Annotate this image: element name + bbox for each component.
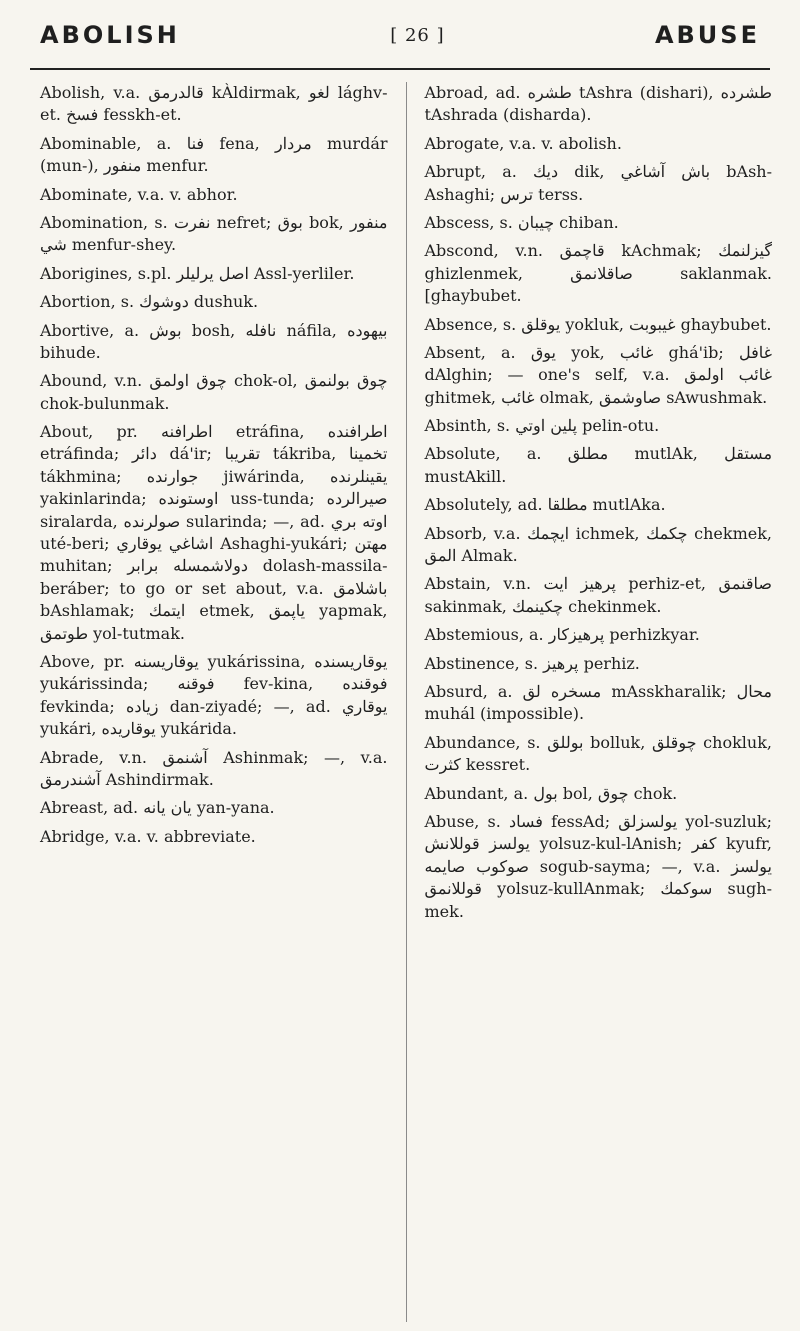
- entry-text: Abundance, s. بوللق bolluk, چوقلق chokluk, كثرت kessret.: [424, 732, 772, 775]
- entry: [425, 811, 773, 923]
- entry: [425, 653, 773, 675]
- entry: [425, 732, 773, 777]
- entry-text: Absinth, s. پلين اوتي pelin-otu.: [424, 416, 660, 436]
- entry: [425, 133, 773, 155]
- entry: [425, 415, 773, 437]
- header-right-guide-word: ABUSE: [654, 21, 760, 49]
- entry-text: Abreast, ad. يان يانه yan-yana.: [40, 798, 275, 818]
- entry: [40, 133, 388, 178]
- entry: [425, 443, 773, 488]
- entry: [425, 342, 773, 409]
- entry-text: Abomination, s. نفرت nefret; بوق bok, منفور شي menfur-shey.: [40, 212, 388, 255]
- entry-text: Absurd, a. مسخره لق mAsskharalik; محال muhál (impossible).: [424, 681, 772, 724]
- entry-text: Absolutely, ad. مطلقا mutlAka.: [424, 495, 666, 515]
- entry-columns: [40, 82, 772, 1322]
- entry: [40, 291, 388, 313]
- left-column: [40, 82, 407, 1322]
- entry: [40, 747, 388, 792]
- entry: [40, 212, 388, 257]
- entry: [40, 651, 388, 741]
- header-page-number: [ 26 ]: [390, 24, 445, 46]
- entry-text: Abroad, ad. طشره tAshra (dishari), طشرده tAshrada (disharda).: [424, 83, 773, 125]
- entry: [425, 240, 773, 307]
- entry-text: Abuse, s. فساد fessAd; يولسزلق yol-suzluk; يولسز قوللانش yolsuz-kul-lAnish; كفر kyufr, صوكوب صايمه sogub-sayma; —, v.a. يولسز قوللانمق yolsuz-kullAnmak; سوكمك sugh-mek.: [424, 811, 773, 921]
- entry-text: Abrupt, a. ديك dik, باش آشاغي bAsh-Ashaghi; ترس terss.: [424, 162, 773, 204]
- entry: [425, 681, 773, 726]
- entry-text: Abundant, a. بول bol, چوق chok.: [424, 783, 678, 803]
- entry-text: Abominate, v.a. v. abhor.: [40, 184, 238, 204]
- header-rule: [30, 68, 770, 70]
- entry-text: Abstemious, a. پرهيزكار perhizkyar.: [424, 625, 700, 645]
- entry: [425, 82, 773, 127]
- entry-text: Above, pr. يوقاريسنه yukárissina, يوقاريسنده yukárissinda; فوقنه fev-kina, فوقنده fevkinda; زياده dan-ziyadé; —, ad. يوقاري yukári, يوقاريده yukárida.: [40, 651, 388, 739]
- entry-text: Absent, a. يوق yok, غائب ghá'ib; غافل dAlghin; — one's self, v.a. غائب اولمق ghitmek, غائب olmak, صاوشمق sAwushmak.: [424, 342, 773, 407]
- entry-text: Abridge, v.a. v. abbreviate.: [40, 826, 256, 846]
- entry: [40, 320, 388, 365]
- entry: [425, 161, 773, 206]
- entry-text: Abominable, a. فنا fena, مردار murdár (mun-), منفور menfur.: [40, 133, 388, 176]
- running-header: [0, 0, 800, 70]
- entry: [40, 82, 388, 127]
- entry: [425, 573, 773, 618]
- entry-text: Absence, s. يوقلق yokluk, غيبوبت ghaybubet.: [424, 314, 772, 334]
- entry-text: Abstinence, s. پرهيز perhiz.: [424, 653, 640, 673]
- entry: [425, 212, 773, 234]
- entry: [40, 826, 388, 848]
- entry-text: Abolish, v.a. قالدرمق kÀldirmak, لغو lághv-et. فسخ fesskh-et.: [40, 83, 388, 125]
- entry-text: Abscond, v.n. قاچمق kAchmak; گيزلنمك ghizlenmek, صاقلانمق saklanmak. [ghaybubet.: [424, 241, 772, 306]
- entry-text: Abstain, v.n. پرهيز ايت perhiz-et, صاقنمق sakinmak, چكينمك chekinmek.: [424, 574, 772, 616]
- entry: [40, 184, 388, 206]
- entry: [425, 783, 773, 805]
- entry-text: Abortion, s. دوشوك dushuk.: [40, 292, 259, 312]
- header-left-guide-word: ABOLISH: [40, 21, 180, 49]
- entry-text: Aborigines, s.pl. اصل يرليلر Assl-yerliler.: [40, 263, 355, 283]
- entry: [40, 421, 388, 645]
- entry-text: Abrogate, v.a. v. abolish.: [424, 133, 622, 153]
- entry: [40, 263, 388, 285]
- entry: [425, 494, 773, 516]
- entry-text: Abound, v.n. چوق اولمق chok-ol, چوق بولنمق chok-bulunmak.: [40, 371, 388, 413]
- entry: [40, 370, 388, 415]
- entry-text: Abscess, s. چيبان chiban.: [424, 212, 619, 232]
- right-column: [407, 82, 773, 1322]
- entry: [425, 314, 773, 336]
- entry-text: Absolute, a. مطلق mutlAk, مستقل mustAkill.: [424, 444, 773, 486]
- entry: [425, 624, 773, 646]
- entry-text: Abortive, a. بوش bosh, نافله náfila, بيهوده bihude.: [40, 320, 388, 362]
- entry: [425, 523, 773, 568]
- entry-text: Abrade, v.n. آشنمق Ashinmak; —, v.a. آشندرمق Ashindirmak.: [40, 747, 388, 789]
- entry-text: About, pr. اطرافنه etráfina, اطرافنده etráfinda; دائر dá'ir; تقريبا tákriba, تخمينا tákhmina; جوارنده jiwárinda, يقينلرنده yakinlarinda; اوستونده uss-tunda; صيرالرده siralarda, صولرنده sularinda; —, ad. اوته بري uté-beri; اشاغي يوقاري Ashaghi-yukári; مهتن muhitan; دولاشمسله برابر dolash-massila-beráber; to go or set about, v.a. باشلامق bAshlamak; ايتمك etmek, ياپمق yapmak, طوتمق yol-tutmak.: [40, 422, 388, 643]
- entry: [40, 797, 388, 819]
- entry-text: Absorb, v.a. ايچمك ichmek, چكمك chekmek, المق Almak.: [424, 523, 772, 566]
